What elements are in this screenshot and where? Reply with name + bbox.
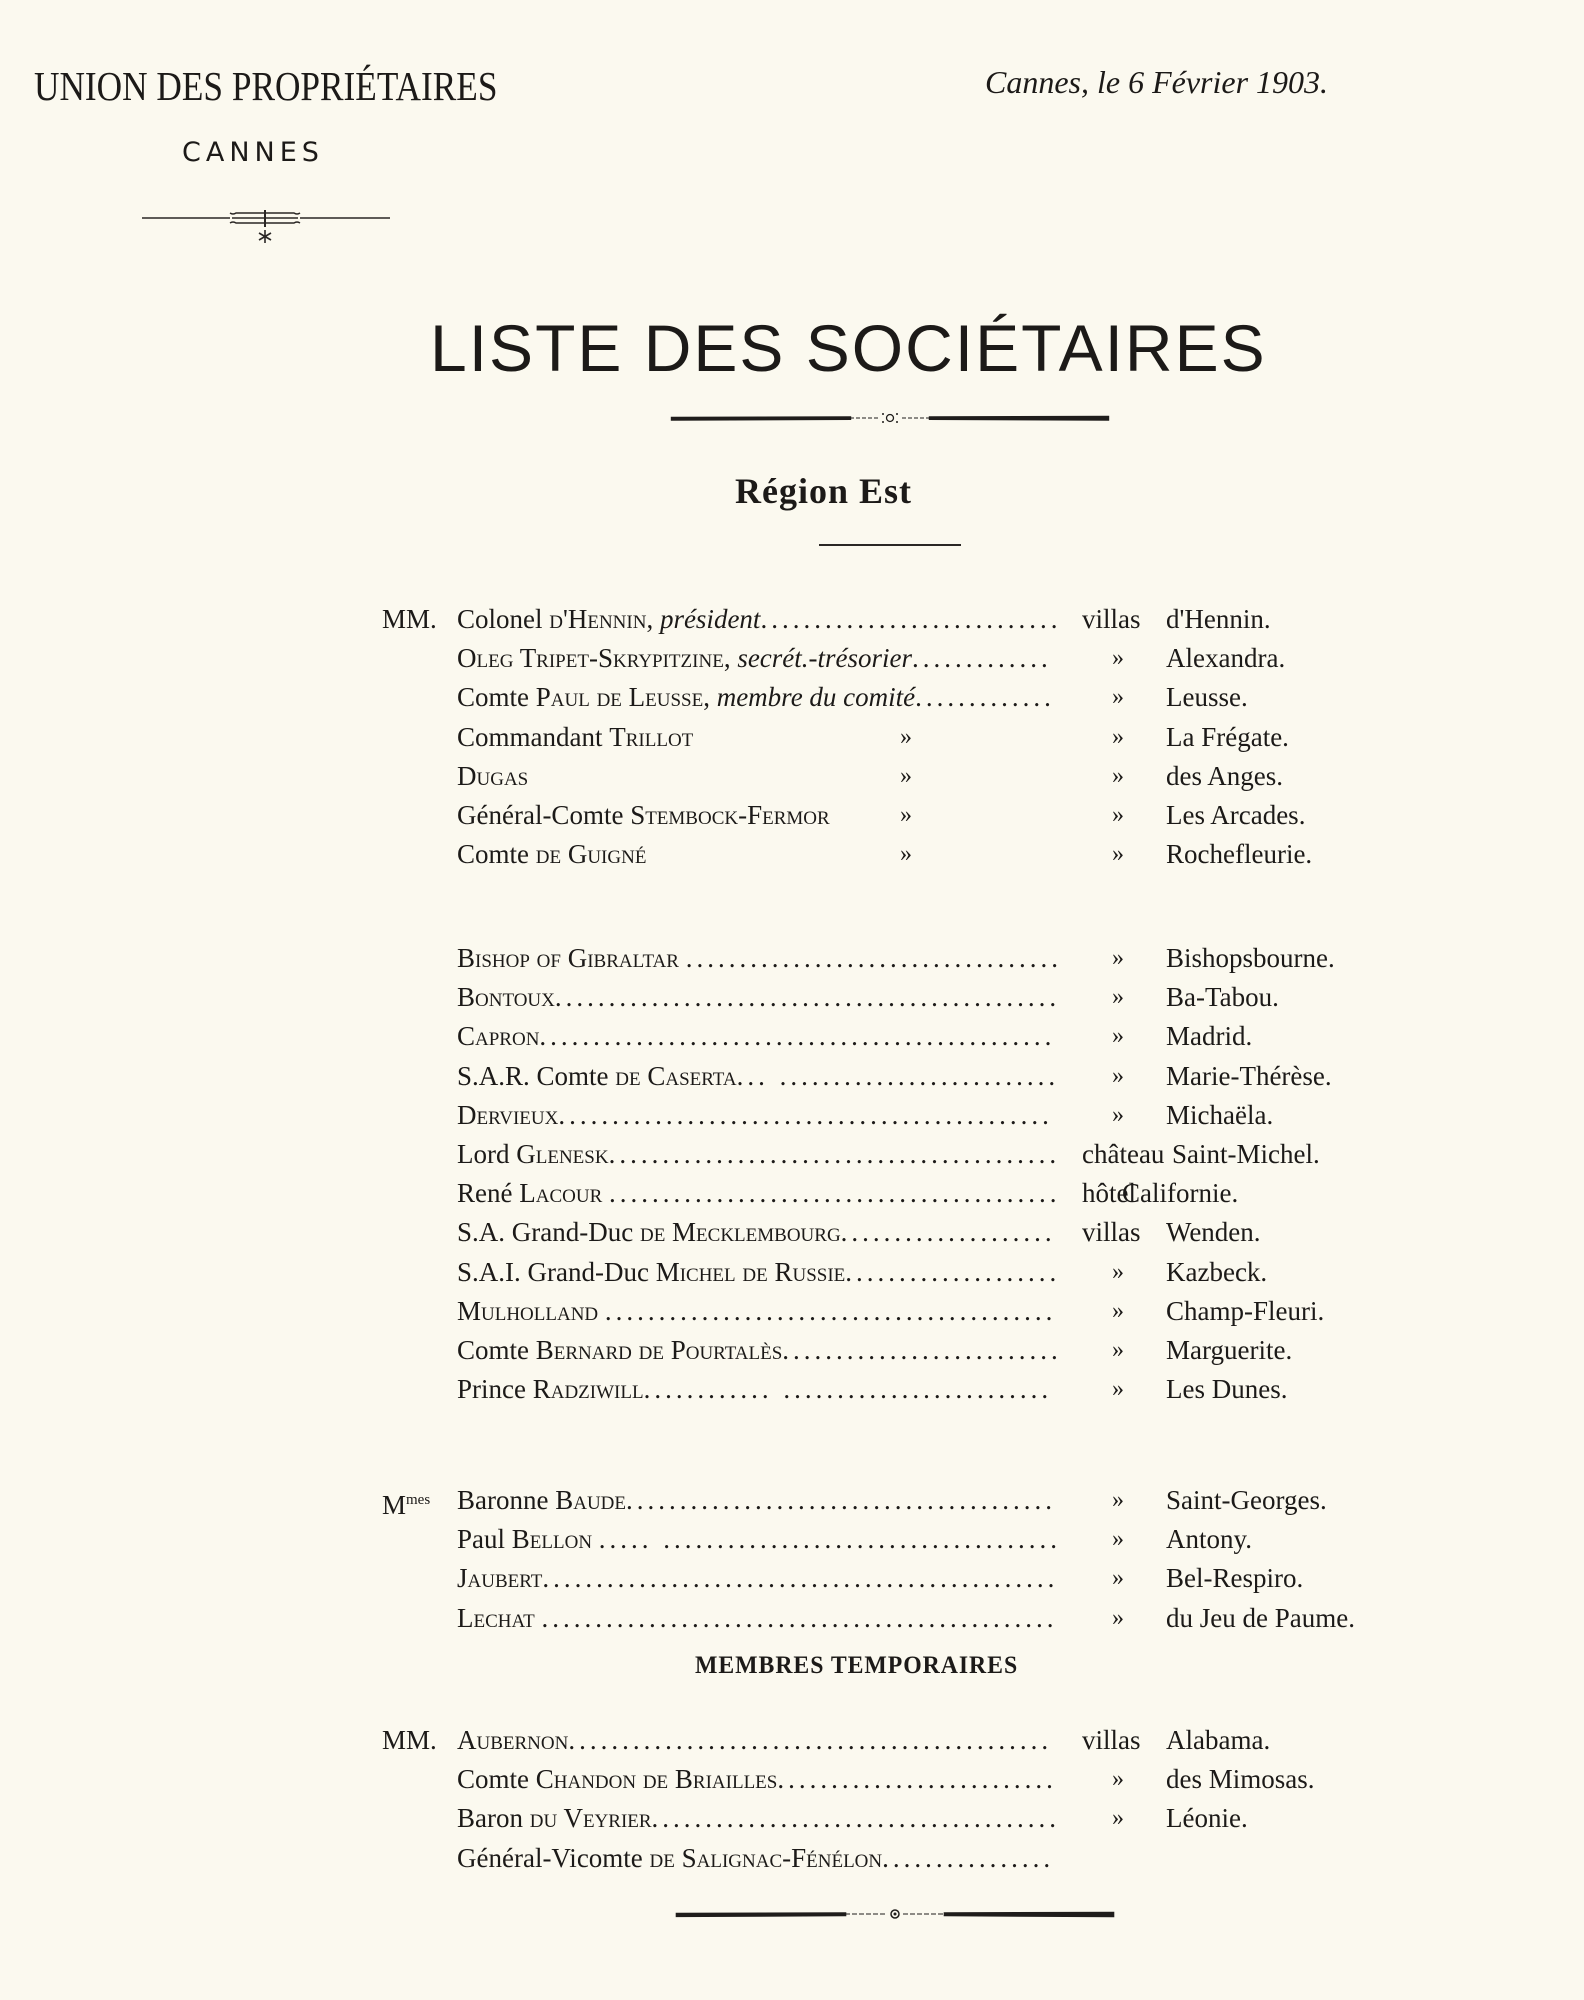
member-surname: Dugas [457,760,529,791]
member-surname: Baude [555,1485,626,1515]
member-name [457,757,528,796]
leader-dots: ............................................... [554,982,1061,1013]
residence-name: d'Hennin. [1166,604,1271,634]
leader-dots: ............. [915,682,1055,713]
ditto-mark: » [1112,841,1124,868]
ditto-mark: » [1112,1062,1124,1089]
honorific-prefix: MM. [382,1725,437,1755]
member-name [457,1253,1060,1292]
ditto-mark: » [1112,984,1124,1011]
member-surname: Oleg Tripet-Skrypitzine [457,643,724,674]
residence-name: Saint-Georges. [1166,1485,1327,1515]
dateline: Cannes, le 6 Février 1903. [985,64,1329,100]
ditto-mark: » [1112,762,1124,789]
residence-type: villas [1082,604,1141,634]
residence-name: Saint-Michel. [1172,1139,1320,1169]
leader-dots: ............................ [760,604,1062,634]
member-name [457,1839,1054,1878]
member-surname: Capron [457,1021,540,1052]
member-name [457,639,1052,678]
member-surname: Stembock-Fermor [630,800,830,830]
leader-dots: ........................................ [626,1485,1056,1515]
ditto-mark: » [1112,1101,1124,1128]
name-separator: , [703,682,717,713]
member-surname: de Salignac-Fénélon [649,1842,883,1873]
name-separator [679,943,686,973]
region-heading: Région Est [735,471,913,511]
member-title: René [457,1178,520,1209]
name-separator: , [723,643,738,674]
residence-name: Marie-Thérèse. [1166,1060,1332,1091]
member-name [457,1760,1057,1799]
member-title: S.A. Grand-Duc [457,1217,640,1248]
leader-dots: ................................................ [539,1021,1056,1052]
residence-name: Bishopsbourne. [1166,943,1335,973]
member-title: S.A.R. Comte [457,1060,616,1091]
residence-type: hôtel [1082,1178,1136,1209]
leader-dots: ................................... [685,943,1062,973]
name-separator [592,1524,599,1554]
ditto-mark: » [1112,945,1124,971]
member-surname: Glenesk [516,1139,609,1169]
residence-name: Ba-Tabou. [1166,982,1279,1013]
member-surname: de Guigné [535,839,647,870]
member-name [457,835,646,874]
ditto-mark: » [900,841,912,868]
member-surname: de Mecklembourg [639,1217,841,1248]
member-title: Prince [457,1374,533,1405]
header-ornament-divider [140,206,400,246]
residence-name: Champ-Fleuri. [1166,1295,1325,1326]
member-name [457,1520,1061,1559]
member-surname: Mulholland [457,1295,599,1326]
honorific-superscript: mes [406,1492,431,1508]
residence-name: Léonie. [1166,1803,1248,1834]
member-surname: Dervieux [457,1099,559,1130]
member-title: Comte [457,839,536,870]
member-name [457,1721,1052,1760]
residence-name: des Mimosas. [1166,1764,1315,1795]
ditto-mark: » [1112,1565,1124,1592]
honorific-prefix: $M^{mes}$ [382,1490,431,1520]
member-surname: Paul de Leusse [535,682,704,713]
residence-name: Leusse. [1166,682,1248,713]
leader-dots: ............................................. [568,1725,1053,1755]
ditto-mark: » [1112,1258,1124,1285]
member-name [457,1174,1061,1213]
page-title: LISTE DES SOCIÉTAIRES [430,311,1267,385]
leader-dots: ............ ......................... [643,1374,1053,1405]
ditto-mark: » [900,762,912,789]
member-surname: Bellon [511,1524,593,1555]
leader-dots: .................... [840,1217,1056,1248]
leader-dots: ................................................ [542,1563,1059,1594]
member-title: Général-Vicomte [457,1842,650,1873]
residence-name: Antony. [1166,1524,1252,1555]
member-surname: Lacour [519,1178,603,1209]
residence-name: Wenden. [1166,1217,1261,1248]
member-name [457,1481,1056,1520]
leader-dots: ................................................ [541,1602,1058,1633]
name-separator [598,1296,605,1326]
leader-dots: ............. [912,643,1052,674]
member-name [457,1559,1058,1598]
leader-dots: .......................................... [609,1178,1061,1209]
organization-city: CANNES [182,137,324,168]
member-title: Général-Comte [457,800,631,830]
temporary-members-heading: MEMBRES TEMPORAIRES [695,1652,1019,1679]
member-name [457,1017,1055,1056]
member-surname: de Caserta [615,1060,737,1091]
member-surname: Jaubert [457,1563,543,1594]
leader-dots: .......................... [777,1764,1057,1795]
ditto-mark: » [1112,684,1124,711]
ditto-mark: » [900,802,912,828]
member-name [457,678,1055,717]
residence-type: villas [1082,1725,1141,1755]
member-name [457,1213,1056,1252]
member-name [457,1331,1062,1370]
residence-name: Marguerite. [1166,1335,1293,1365]
region-underline [819,544,961,546]
member-role: secrét.-trésorier [737,643,913,674]
member-name [457,1799,1060,1838]
leader-dots: ................ [882,1842,1055,1873]
residence-type: château [1082,1139,1165,1169]
member-name [457,1135,1060,1174]
ditto-mark: » [1112,1766,1124,1793]
member-surname: Bernard de Pourtalès [535,1335,783,1365]
ditto-mark: » [1112,802,1124,828]
residence-name: Les Dunes. [1166,1374,1288,1405]
leader-dots: .................... [845,1256,1061,1287]
member-role: président [659,604,761,634]
residence-name: La Frégate. [1166,721,1289,752]
member-surname: Aubernon [457,1725,569,1755]
leader-dots: .............................................. [558,1099,1053,1130]
ditto-mark: » [900,723,912,750]
member-surname: Bontoux [457,982,555,1013]
member-surname: Trillot [609,721,694,752]
member-title: Comte [457,1764,536,1795]
ditto-mark: » [1112,723,1124,750]
residence-name: Michaëla. [1166,1099,1274,1130]
member-name [457,1096,1053,1135]
leader-dots: .......................................... [608,1139,1061,1169]
ditto-mark: » [1112,1487,1124,1513]
member-surname: du Veyrier [529,1803,652,1834]
residence-name: Bel-Respiro. [1166,1563,1304,1594]
member-title: Colonel [457,604,550,634]
ditto-mark: » [1112,1805,1124,1832]
member-role: membre du comité [716,682,916,713]
member-surname: Chandon de Briailles [535,1764,778,1795]
residence-name: Les Arcades. [1166,800,1306,830]
residence-name: Alexandra. [1166,643,1286,674]
leader-dots: ...................................... [651,1803,1061,1834]
residence-name: des Anges. [1166,760,1283,791]
ditto-mark: » [1112,1526,1124,1553]
member-surname: Lechat [457,1602,535,1633]
ditto-mark: » [1112,1297,1124,1324]
honorific-prefix: MM. [382,604,437,634]
member-surname: d'Hennin [549,604,647,634]
residence-name: Madrid. [1166,1021,1253,1052]
member-title: Baronne [457,1485,556,1515]
name-separator [602,1178,609,1208]
member-name [457,978,1060,1017]
member-title: Baron [457,1803,530,1834]
member-name [457,1599,1057,1638]
leader-dots: .......................... [782,1335,1062,1365]
member-title: Commandant [457,721,610,752]
member-surname: Radziwill [532,1374,644,1405]
leader-dots: ... .......................... [736,1060,1060,1091]
residence-type: villas [1082,1217,1141,1248]
member-title: Lord [457,1139,517,1169]
member-name [457,1057,1059,1096]
member-surname: Michel de Russie [655,1256,846,1287]
member-title: S.A.I. Grand-Duc [457,1256,656,1287]
member-name [457,600,1061,639]
name-separator: , [646,604,660,634]
title-divider-rule [670,408,1110,428]
residence-name: Rochefleurie. [1166,839,1313,870]
ditto-mark: » [1112,645,1124,672]
bottom-divider-rule [675,1906,1115,1922]
organization-name: UNION DES PROPRIÉTAIRES [34,63,498,109]
leader-dots: ..... ..................................... [598,1524,1062,1555]
member-name [457,1292,1056,1331]
ditto-mark: » [1112,1376,1124,1403]
member-name [457,796,830,835]
ditto-mark: » [1112,1337,1124,1363]
member-title: Comte [457,682,536,713]
ditto-mark: » [1112,1023,1124,1050]
residence-name: du Jeu de Paume. [1166,1602,1355,1633]
member-surname: Bishop of Gibraltar [457,943,679,973]
member-title: Paul [457,1524,512,1555]
leader-dots: .......................................... [604,1295,1057,1326]
residence-name: Californie. [1122,1178,1239,1209]
residence-name: Kazbeck. [1166,1256,1268,1287]
residence-name: Alabama. [1166,1725,1271,1755]
member-name [457,1370,1052,1409]
ditto-mark: » [1112,1604,1124,1631]
member-name [457,718,693,757]
member-name [457,939,1062,978]
member-title: Comte [457,1335,536,1365]
